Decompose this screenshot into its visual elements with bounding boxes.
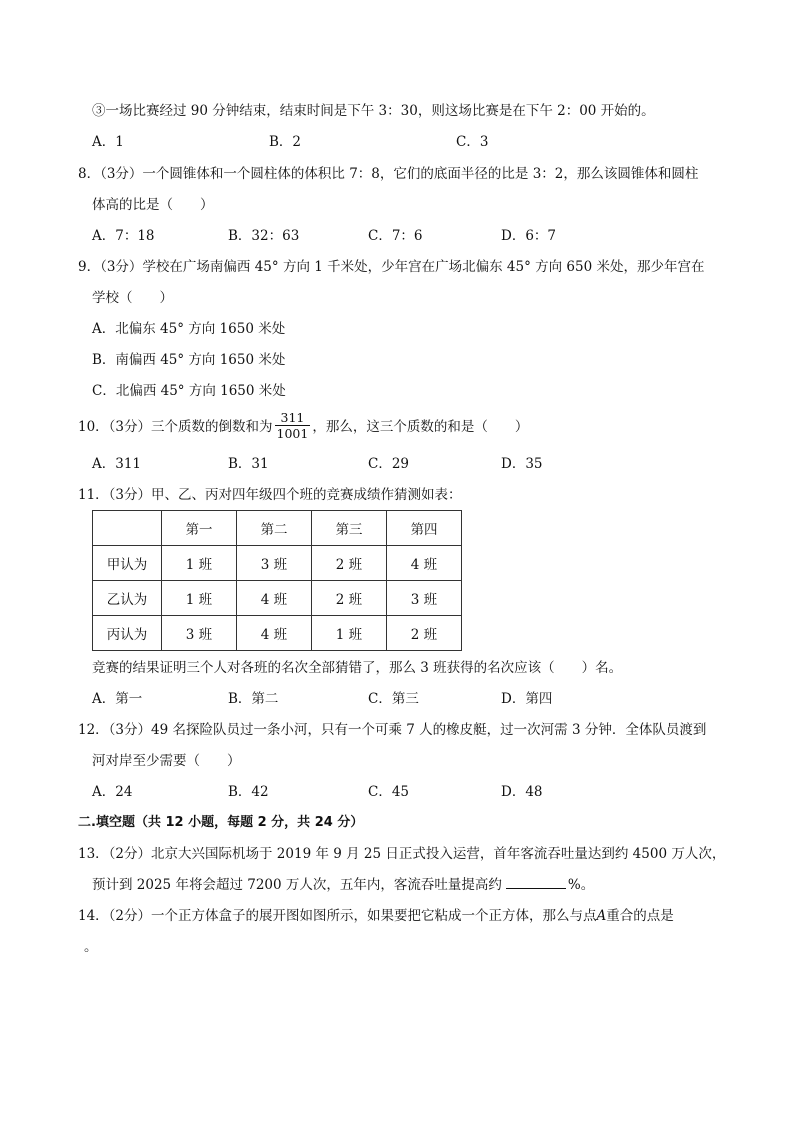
q14-point-label: A — [596, 908, 607, 924]
q7-option-c: C．3 — [456, 134, 489, 150]
q12-option-a: A．24 — [92, 784, 133, 800]
table-cell: 4 班 — [237, 616, 312, 651]
q8-option-b: B．32：63 — [228, 228, 300, 244]
q9-line2: 学校（ ） — [92, 290, 173, 306]
q7-option-a: A．1 — [92, 134, 124, 150]
table-cell: 1 班 — [162, 546, 237, 581]
q14-line1 — [78, 907, 674, 925]
q9-option-b: B．南偏西 45° 方向 1650 米处 — [92, 352, 286, 368]
q12-option-b: B．42 — [228, 784, 269, 800]
table-row — [93, 581, 462, 616]
table-cell: 乙认为 — [93, 581, 162, 616]
q13-line2 — [92, 876, 594, 894]
q8-option-c: C．7：6 — [368, 228, 423, 244]
table-header-cell — [93, 511, 162, 546]
table-cell: 2 班 — [312, 581, 387, 616]
q10-option-d: D．35 — [501, 456, 543, 472]
q13-line2-prefix: 预计到 2025 年将会超过 7200 万人次，五年内，客流吞吐量提高约 — [92, 877, 502, 893]
q10-option-b: B．31 — [228, 456, 269, 472]
q11-guess-table — [92, 510, 462, 651]
table-header-cell: 第二 — [237, 511, 312, 546]
q8-line1: 8．（3分）一个圆锥体和一个圆柱体的体积比 7：8，它们的底面半径的比是 3：2，那么该圆锥体和圆柱 — [78, 166, 699, 182]
q10-line1 — [78, 412, 528, 443]
q13-line2-suffix: %。 — [567, 877, 595, 893]
q8-option-a: A．7：18 — [92, 228, 155, 244]
q10-prefix: 10．（3分）三个质数的倒数和为 — [78, 419, 273, 435]
q14-line2: 。 — [84, 939, 98, 955]
table-header-row — [93, 511, 462, 546]
q10-suffix: ，那么，这三个质数的和是（ ） — [312, 419, 529, 435]
table-header-cell: 第一 — [162, 511, 237, 546]
q9-option-c: C．北偏西 45° 方向 1650 米处 — [92, 383, 286, 399]
table-cell: 4 班 — [387, 546, 462, 581]
table-cell: 甲认为 — [93, 546, 162, 581]
table-header-cell: 第三 — [312, 511, 387, 546]
table-cell: 3 班 — [387, 581, 462, 616]
table-header-cell: 第四 — [387, 511, 462, 546]
section-2-title: 二.填空题（共 12 小题，每题 2 分，共 24 分） — [78, 815, 364, 830]
q9-option-a: A．北偏东 45° 方向 1650 米处 — [92, 321, 286, 337]
q10-option-a: A．311 — [92, 456, 142, 472]
q11-option-d: D．第四 — [501, 691, 553, 707]
q8-option-d: D．6：7 — [501, 228, 557, 244]
table-row — [93, 616, 462, 651]
table-cell: 1 班 — [162, 581, 237, 616]
q11-option-a: A．第一 — [92, 691, 143, 707]
table-row — [93, 546, 462, 581]
table-cell: 3 班 — [237, 546, 312, 581]
q14-suffix: 重合的点是 — [606, 908, 674, 924]
q10-fraction-numerator: 311 — [275, 410, 311, 426]
q12-line2: 河对岸至少需要（ ） — [92, 753, 241, 769]
table-cell: 1 班 — [312, 616, 387, 651]
q12-line1: 12．（3分）49 名探险队员过一条小河，只有一个可乘 7 人的橡皮艇，过一次河需 3 分钟．全体队员渡到 — [78, 722, 707, 738]
q10-fraction-denominator: 1001 — [276, 426, 309, 441]
q12-option-d: D．48 — [501, 784, 543, 800]
q11-option-b: B．第二 — [228, 691, 279, 707]
q14-prefix: 14．（2分）一个正方体盒子的展开图如图所示，如果要把它粘成一个正方体，那么与点 — [78, 908, 597, 924]
q8-line2: 体高的比是（ ） — [92, 197, 214, 213]
table-cell: 2 班 — [387, 616, 462, 651]
table-cell: 丙认为 — [93, 616, 162, 651]
table-cell: 2 班 — [312, 546, 387, 581]
q7-part3-text: ③一场比赛经过 90 分钟结束，结束时间是下午 3：30，则这场比赛是在下午 2：00 开始的。 — [92, 103, 655, 119]
q12-option-c: C．45 — [368, 784, 410, 800]
table-cell: 3 班 — [162, 616, 237, 651]
q9-line1: 9．（3分）学校在广场南偏西 45° 方向 1 千米处，少年宫在广场北偏东 45° 方向 650 米处，那少年宫在 — [78, 259, 705, 275]
q11-line2: 竞赛的结果证明三个人对各班的名次全部猜错了，那么 3 班获得的名次应该（ ）名。 — [92, 660, 623, 676]
q10-option-c: C．29 — [368, 456, 410, 472]
q7-option-b: B．2 — [269, 134, 302, 150]
q11-line1: 11．（3分）甲、乙、丙对四年级四个班的竞赛成绩作猜测如表： — [78, 487, 462, 503]
q13-answer-blank[interactable] — [506, 876, 566, 889]
table-cell: 4 班 — [237, 581, 312, 616]
q11-option-c: C．第三 — [368, 691, 419, 707]
q10-fraction — [275, 410, 311, 441]
q13-line1: 13．（2分）北京大兴国际机场于 2019 年 9 月 25 日正式投入运营，首年客流吞吐量达到约 4500 万人次， — [78, 846, 726, 862]
